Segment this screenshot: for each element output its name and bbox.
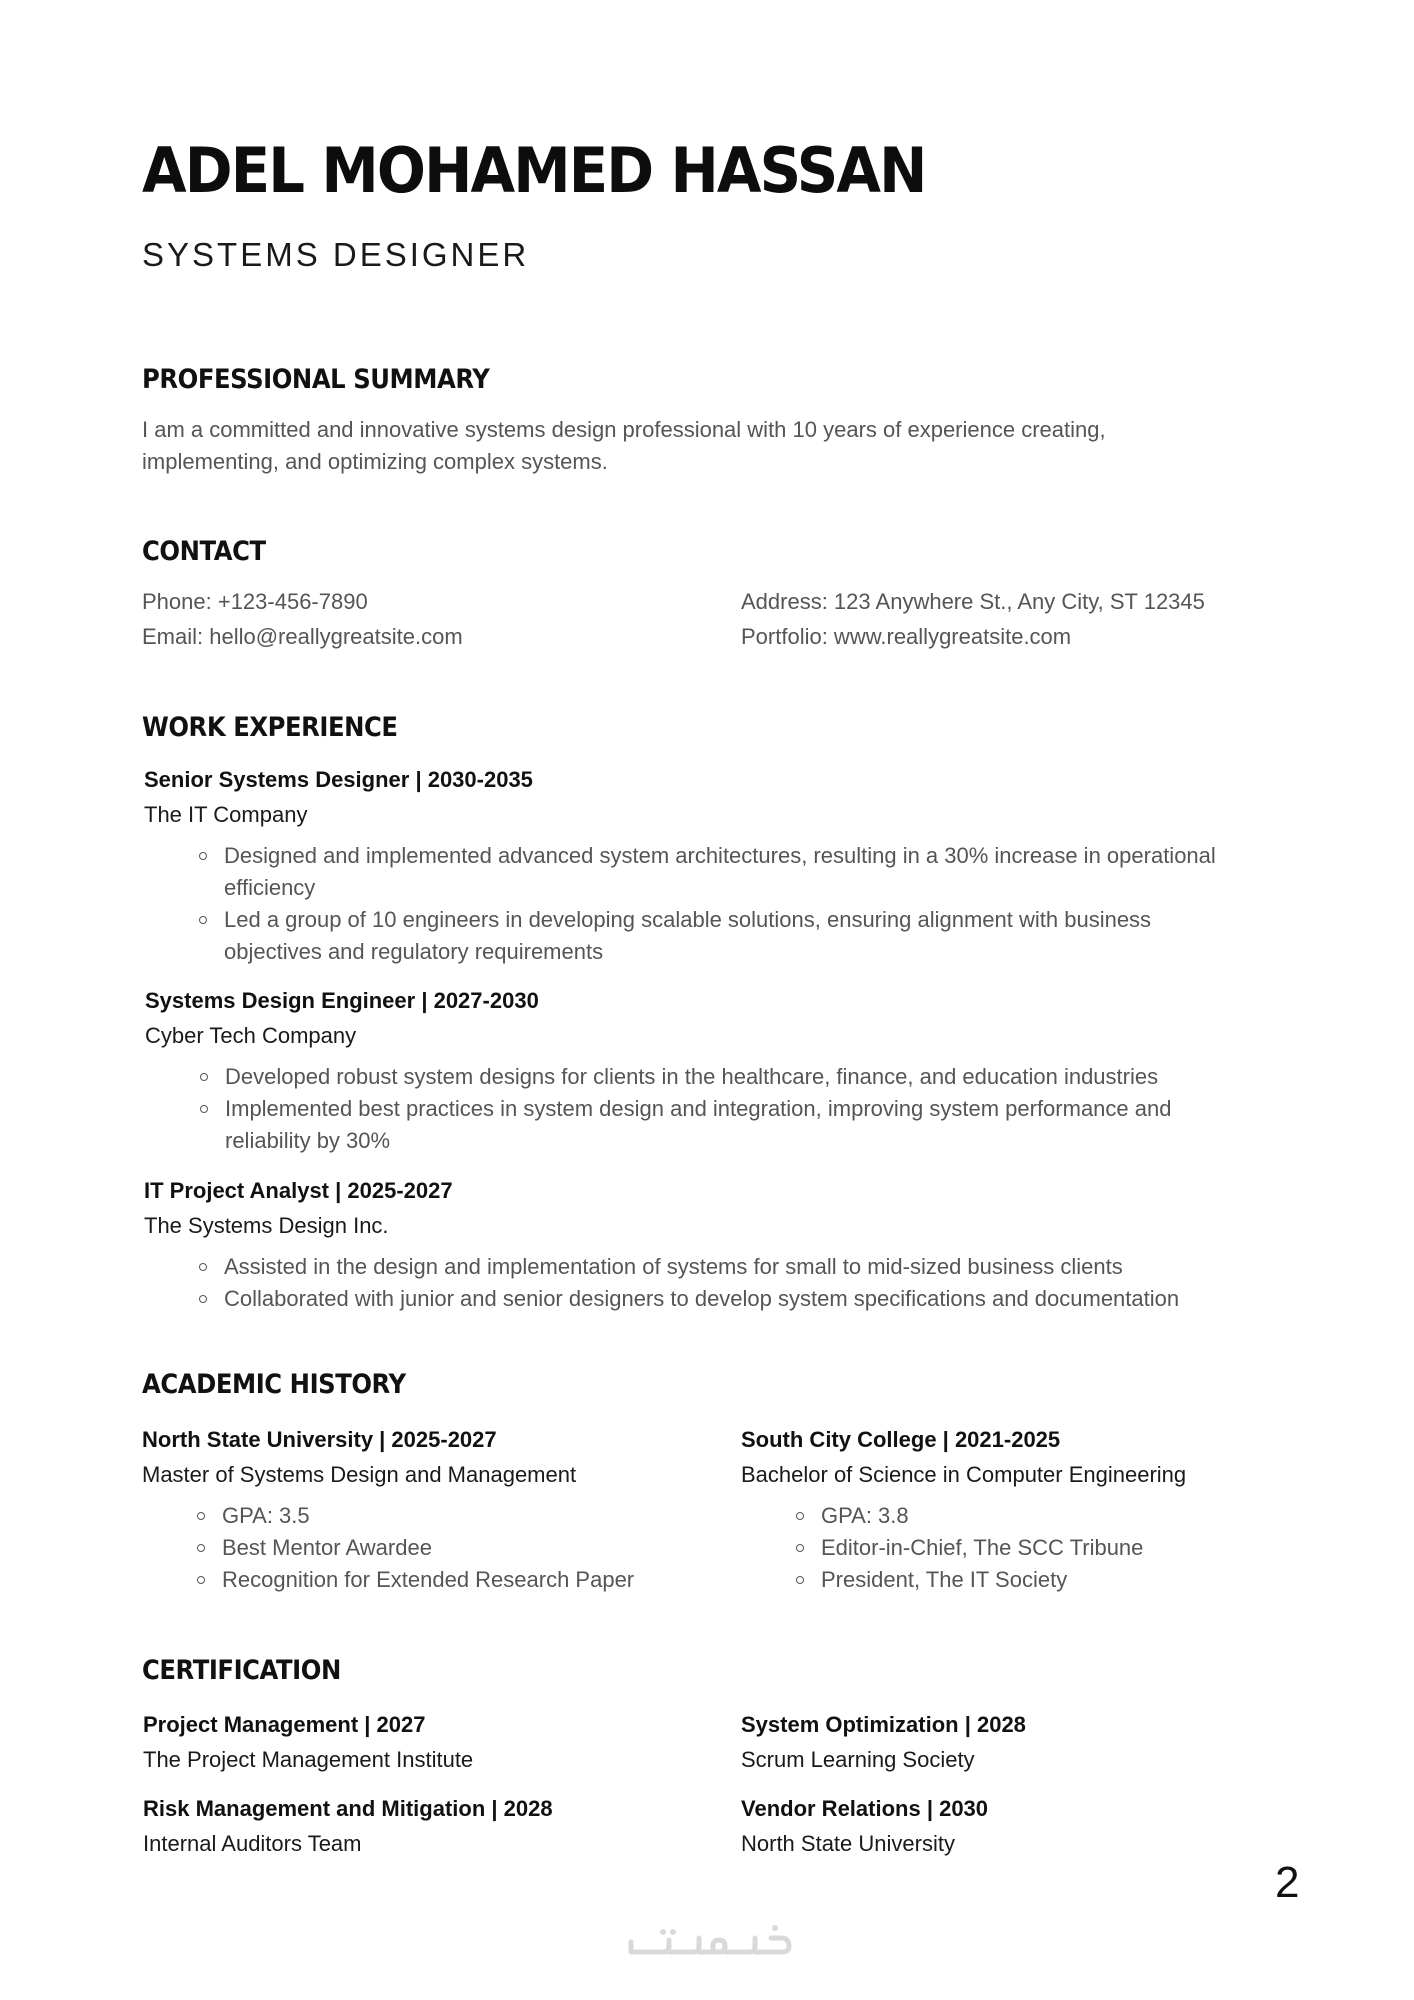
section-title-contact: CONTACT — [142, 536, 266, 567]
certification-heading: Risk Management and Mitigation | 2028 — [143, 1796, 553, 1821]
school-heading: South City College | 2021-2025 — [741, 1427, 1061, 1452]
list-item: GPA: 3.5 — [222, 1500, 722, 1532]
job-bullets — [225, 1061, 1250, 1157]
school-bullets — [821, 1500, 1321, 1596]
list-item: GPA: 3.8 — [821, 1500, 1321, 1532]
list-item: Developed robust system designs for clients in the healthcare, finance, and education industries — [225, 1061, 1250, 1093]
job-heading: IT Project Analyst | 2025-2027 — [144, 1178, 453, 1203]
certification-heading: Project Management | 2027 — [143, 1712, 426, 1737]
certification-issuer: North State University — [741, 1831, 955, 1856]
list-item: President, The IT Society — [821, 1564, 1321, 1596]
list-item: Assisted in the design and implementation of systems for small to mid-sized business clients — [224, 1251, 1284, 1283]
certification-issuer: The Project Management Institute — [143, 1747, 474, 1772]
summary-text: I am a committed and innovative systems design professional with 10 years of experience creating, implementing, and optimizing complex systems. — [142, 417, 1106, 474]
school-heading: North State University | 2025-2027 — [142, 1427, 497, 1452]
contact-email: Email: hello@reallygreatsite.com — [142, 624, 463, 649]
certification-heading: Vendor Relations | 2030 — [741, 1796, 989, 1821]
school-bullets — [222, 1500, 722, 1596]
job-bullets — [224, 1251, 1284, 1315]
candidate-name: ADEL MOHAMED HASSAN — [142, 134, 926, 207]
section-title-summary: PROFESSIONAL SUMMARY — [142, 364, 490, 395]
section-title-certification: CERTIFICATION — [142, 1655, 341, 1686]
job-company: Cyber Tech Company — [145, 1023, 357, 1048]
list-item: Recognition for Extended Research Paper — [222, 1564, 722, 1596]
list-item: Implemented best practices in system design and integration, improving system performance and reliability by 30% — [225, 1093, 1250, 1157]
certification-heading: System Optimization | 2028 — [741, 1712, 1026, 1737]
job-company: The IT Company — [144, 802, 308, 827]
school-degree: Master of Systems Design and Management — [142, 1462, 577, 1487]
list-item: Editor-in-Chief, The SCC Tribune — [821, 1532, 1321, 1564]
contact-phone: Phone: +123-456-7890 — [142, 589, 368, 614]
contact-address: Address: 123 Anywhere St., Any City, ST 12345 — [741, 589, 1205, 614]
watermark-logo — [623, 1918, 793, 1968]
job-heading: Senior Systems Designer | 2030-2035 — [144, 767, 533, 792]
list-item: Collaborated with junior and senior designers to develop system specifications and documentation — [224, 1283, 1284, 1315]
list-item: Led a group of 10 engineers in developing scalable solutions, ensuring alignment with business objectives and regulatory requirements — [224, 904, 1244, 968]
contact-portfolio: Portfolio: www.reallygreatsite.com — [741, 624, 1072, 649]
job-bullets — [224, 840, 1244, 968]
page-number: 2 — [1275, 1858, 1300, 1907]
certification-issuer: Scrum Learning Society — [741, 1747, 975, 1772]
section-title-experience: WORK EXPERIENCE — [142, 712, 398, 743]
certification-issuer: Internal Auditors Team — [143, 1831, 362, 1856]
school-degree: Bachelor of Science in Computer Engineering — [741, 1462, 1187, 1487]
job-company: The Systems Design Inc. — [144, 1213, 389, 1238]
list-item: Best Mentor Awardee — [222, 1532, 722, 1564]
section-title-education: ACADEMIC HISTORY — [142, 1369, 406, 1400]
job-heading: Systems Design Engineer | 2027-2030 — [145, 988, 539, 1013]
list-item: Designed and implemented advanced system architectures, resulting in a 30% increase in operational efficiency — [224, 840, 1244, 904]
candidate-role: SYSTEMS DESIGNER — [142, 236, 530, 273]
